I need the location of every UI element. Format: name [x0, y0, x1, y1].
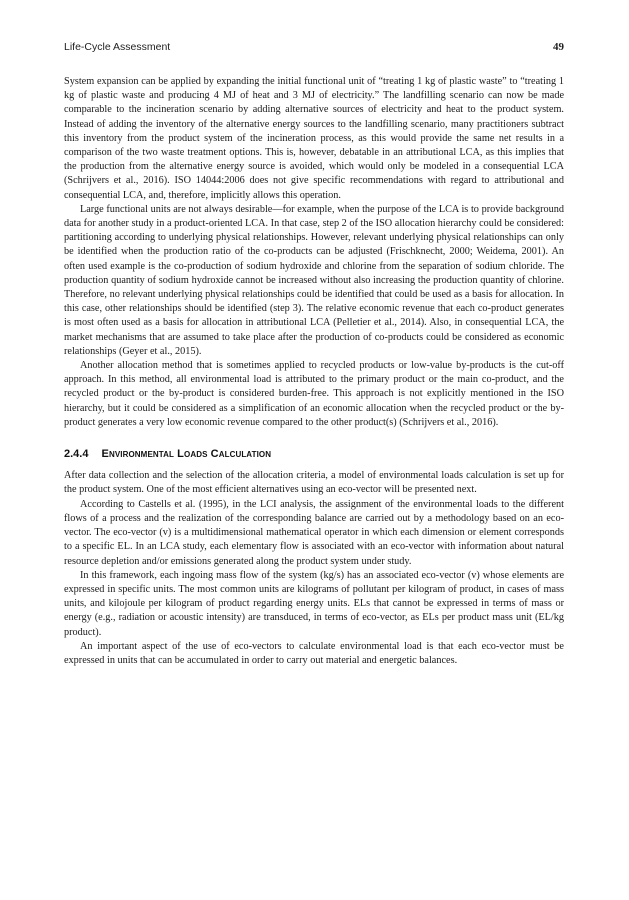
paragraph-intro-eco-vector: After data collection and the selection of the allocation criteria, a model of environmental loads calculation is set up for the product system. One of the most efficient alternatives using an eco-vector will be presented next.	[64, 470, 564, 496]
page-number: 49	[553, 41, 564, 53]
paragraph-large-functional-units: Large functional units are not always desirable—for example, when the purpose of the LCA is to provide background data for another study in a product-oriented LCA. In that case, step 2 of the ISO allocation hierarchy could be considered: partitioning according to underlying physical relationships. However, relevant underlying physical relationships can only be identified when the production ratio of the co-products can be adjusted (Frischknecht, 2000; Weidema, 2001). An often used example is the co-production of sodium hydroxide and chlorine from the separation of sodium chloride. The production quantity of sodium hydroxide cannot be increased without also increasing the production quantity of chlorine. Therefore, no relevant underlying physical relationships could be identified that could be used as a basis for allocation. In this case, other relationships should be identified (step 3). The relative economic revenue that each co-product generates is most often used as a basis for allocation in attributional LCA (Pelletier et al., 2014). Also, in consequential LCA, the market mechanisms that are assumed to take place after the production of co-products could be considered as economic relationships (Geyer et al., 2015).	[64, 203, 564, 357]
paragraph-cut-off-approach: Another allocation method that is sometimes applied to recycled products or low-value by-products is the cut-off approach. In this method, all environmental load is attributed to the primary product or the main co-product, and the recycled product or the by-product is considered burden-free. This approach is not explicitly mentioned in the ISO hierarchy, but it could be considered as a simplification of an economic allocation when the recycled product or the by-product generates a very low economic revenue compared to the other product(s) (Schrijvers et al., 2016).	[64, 360, 564, 428]
section-number: 2.4.4	[64, 448, 89, 461]
paragraph-eco-vector-units: An important aspect of the use of eco-vectors to calculate environmental load is that each eco-vector must be expressed in units that can be accumulated in order to carry out material and energetic balances.	[64, 640, 564, 666]
body-text	[64, 75, 564, 668]
running-title: Life-Cycle Assessment	[64, 41, 171, 53]
paragraph-system-expansion: System expansion can be applied by expanding the initial functional unit of “treating 1 kg of plastic waste” to “treating 1 kg of plastic waste and producing 4 MJ of heat and 3 MJ of electricity.” The landfilling scenario can now be made comparable to the incineration scenario by adding alternative sources of electricity and heat to the product system. Instead of adding the inventory of the alternative energy sources to the landfilling scenario, many practitioners subtract this inventory from the product system of the incineration process, as this would provide the same net results in a comparison of the two waste treatment options. This is, however, debatable in an attributional LCA, as this implies that the production from the alternative energy source is avoided, which would only be modeled in a consequential LCA (Schrijvers et al., 2016). ISO 14044:2006 does not give specific recommendations with regard to attributional and consequential LCA, and, therefore, implicitly allows this operation.	[64, 76, 564, 201]
paragraph-castells: According to Castells et al. (1995), in the LCI analysis, the assignment of the environmental loads to the different flows of a process and the realization of the corresponding balance are carried out by a methodology based on an eco-vector. The eco-vector (v) is a multidimensional mathematical operator in which each dimension or element corresponds to a specific EL. In an LCA study, each elementary flow is associated with an eco-vector with information about natural resource depletion and/or emissions generated along the product system under study.	[64, 498, 564, 567]
section-title: Environmental Loads Calculation	[101, 448, 272, 461]
running-header	[64, 41, 564, 57]
section-heading	[64, 447, 564, 461]
paragraph-mass-flow: In this framework, each ingoing mass flow of the system (kg/s) has an associated eco-vector (v) whose elements are expressed in specific units. The most common units are kilograms of pollutant per kilogram of product, in cases of mass units, and kilojoule per kilogram of product regarding energy units. ELs that cannot be expressed in terms of mass or energy (e.g., radiation or acoustic intensity) are transduced, in terms of eco-vector, as ELs per product mass unit (EL/kg product).	[64, 569, 564, 638]
